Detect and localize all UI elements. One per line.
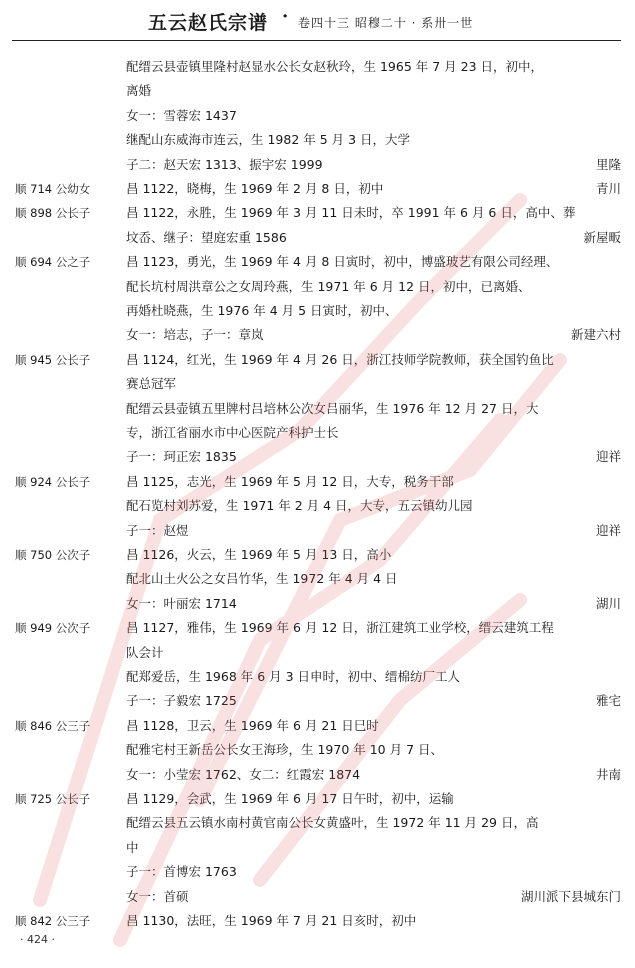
entry-text: 子一：赵煜 xyxy=(126,522,189,538)
entry-line xyxy=(0,836,635,860)
header-subtitle: 卷四十三 昭穆二十 · 系卅一世 xyxy=(298,16,474,30)
entry-line xyxy=(0,79,635,103)
entry-line xyxy=(0,885,635,909)
entry-text: 女一：雪蓉宏 1437 xyxy=(126,107,237,123)
entry-line xyxy=(0,909,635,933)
entry-text: 女一：培志，子一：章岚 xyxy=(126,327,264,343)
entry-label: 顺 945 公长子 xyxy=(15,352,91,367)
entry-line xyxy=(0,104,635,128)
entry-label: 顺 725 公长子 xyxy=(15,792,91,806)
entry-label: 顺 842 公三子 xyxy=(15,914,91,928)
entry-text: 昌 1129，会武，生 1969 年 6 月 17 日午时，初中，运输 xyxy=(126,791,454,806)
entry-label: 顺 694 公之子 xyxy=(15,255,91,270)
entry-line xyxy=(0,616,635,640)
entry-text: 配缙云县壶镇五里牌村吕培林公次女吕丽华，生 1976 年 12 月 27 日，大 xyxy=(126,400,539,416)
entry-text: 配缙云县壶镇里隆村赵显水公长女赵秋玲，生 1965 年 7 月 23 日，初中， xyxy=(126,59,544,74)
entry-line xyxy=(0,421,635,445)
entry-line xyxy=(0,714,635,738)
entry-line xyxy=(0,787,635,811)
entry-line xyxy=(0,738,635,762)
entry-text: 配雅宅村王新岳公长女王海珍，生 1970 年 10 月 7 日、 xyxy=(126,742,444,758)
entry-text: 昌 1124，红光，生 1969 年 4 月 26 日，浙江技师学院教师，获全国钓鱼比 xyxy=(126,351,554,367)
entry-text: 配郑爱岳，生 1968 年 6 月 3 日申时，初中、缙棉纺厂工人 xyxy=(126,669,461,684)
entry-place: 井南 xyxy=(595,766,621,782)
entry-text: 女一：首硕 xyxy=(126,888,189,904)
entry-place: 湖川 xyxy=(595,595,621,611)
entry-text: 昌 1127，雅伟，生 1969 年 6 月 12 日，浙江建筑工业学校，缙云建筑工程 xyxy=(126,620,554,636)
entry-text: 昌 1125，志光，生 1969 年 5 月 12 日，大专，税务干部 xyxy=(126,473,454,489)
entry-text: 子二：赵天宏 1313、振宇宏 1999 xyxy=(126,156,323,172)
entry-line xyxy=(0,689,635,713)
entry-line xyxy=(0,763,635,787)
page-number: · 424 · xyxy=(20,933,55,946)
entry-line xyxy=(0,299,635,323)
entry-text: 昌 1128，卫云，生 1969 年 6 月 21 日巳时 xyxy=(126,717,379,733)
entry-text: 配石览村刘苏爱，生 1971 年 2 月 4 日，大专，五云镇幼儿园 xyxy=(126,498,473,514)
entry-text: 离婚 xyxy=(126,83,152,99)
entry-place: 湖川派下县城东门 xyxy=(520,888,621,904)
entry-place: 迎祥 xyxy=(595,522,621,538)
entry-label: 顺 714 公幼女 xyxy=(15,182,91,196)
entry-line xyxy=(0,592,635,616)
entry-line xyxy=(0,494,635,518)
entry-line xyxy=(0,153,635,177)
entry-text: 子一：子毅宏 1725 xyxy=(126,693,237,709)
entry-text: 配北山土火公之女吕竹华，生 1972 年 4 月 4 日 xyxy=(126,571,398,587)
entry-place: 迎祥 xyxy=(595,449,621,465)
entry-text: 中 xyxy=(126,839,139,855)
entry-place: 青川 xyxy=(595,181,621,196)
entry-place: 里隆 xyxy=(595,156,621,172)
entry-text: 队会计 xyxy=(126,644,164,660)
entry-line xyxy=(0,397,635,421)
entry-label: 顺 898 公长子 xyxy=(15,206,91,221)
entry-line xyxy=(0,641,635,665)
entry-line xyxy=(0,348,635,372)
entry-text: 昌 1123，勇光，生 1969 年 4 月 8 日寅时，初中，博盛玻艺有限公司经理、 xyxy=(126,254,559,270)
entry-line xyxy=(0,470,635,494)
entry-label: 顺 846 公三子 xyxy=(15,718,91,733)
page-header xyxy=(0,0,635,40)
entry-line xyxy=(0,567,635,591)
entry-line xyxy=(0,372,635,396)
entry-label: 顺 924 公长子 xyxy=(15,474,91,489)
entry-label: 顺 949 公次子 xyxy=(15,621,91,636)
entry-line xyxy=(0,323,635,347)
entry-line xyxy=(0,250,635,274)
entry-line xyxy=(0,177,635,201)
entry-place: 新屋畈 xyxy=(583,229,621,245)
entry-text: 昌 1122，永胜，生 1969 年 3 月 11 日未时，卒 1991 年 6 月 6 日，高中、葬 xyxy=(126,205,576,221)
entry-line xyxy=(0,128,635,152)
header-separator: · xyxy=(282,6,289,27)
entry-line xyxy=(0,275,635,299)
entry-line xyxy=(0,543,635,567)
entry-place: 新建六村 xyxy=(570,327,621,343)
entry-line xyxy=(0,55,635,79)
entry-place: 雅宅 xyxy=(595,693,621,709)
entry-line xyxy=(0,519,635,543)
entry-line xyxy=(0,445,635,469)
entry-text: 昌 1122，晓梅，生 1969 年 2 月 8 日，初中 xyxy=(126,181,384,196)
entry-line xyxy=(0,665,635,689)
entry-text: 昌 1130，法旺，生 1969 年 7 月 21 日亥时，初中 xyxy=(126,913,417,928)
header-rule xyxy=(12,40,621,41)
entry-text: 坟岙、继子：望庭宏重 1586 xyxy=(126,229,287,245)
entry-text: 昌 1126，火云，生 1969 年 5 月 13 日，高小 xyxy=(126,547,392,562)
entry-text: 子一：珂正宏 1835 xyxy=(126,449,237,465)
entry-text: 配长坑村周洪章公之女周玲燕，生 1971 年 6 月 12 日，初中，已离婚、 xyxy=(126,278,531,294)
header-title: 五云赵氏宗谱 xyxy=(148,12,269,34)
entry-text: 配缙云县五云镇水南村黄官南公长女黄盛叶，生 1972 年 11 月 29 日，高 xyxy=(126,815,539,831)
entry-text: 继配山东威海市连云，生 1982 年 5 月 3 日，大学 xyxy=(126,132,411,148)
entry-text: 女一：叶丽宏 1714 xyxy=(126,595,237,611)
entry-text: 再婚杜晓燕，生 1976 年 4 月 5 日寅时，初中、 xyxy=(126,303,398,318)
entry-label: 顺 750 公次子 xyxy=(15,548,91,562)
entry-text: 专，浙江省丽水市中心医院产科护士长 xyxy=(126,425,339,440)
entry-line xyxy=(0,226,635,250)
entry-text: 女一：小莹宏 1762、女二：红霞宏 1874 xyxy=(126,766,361,782)
entry-text: 子一：首博宏 1763 xyxy=(126,864,237,880)
entry-line xyxy=(0,811,635,835)
entry-line xyxy=(0,860,635,884)
entry-text: 赛总冠军 xyxy=(126,376,177,392)
entry-line xyxy=(0,201,635,225)
